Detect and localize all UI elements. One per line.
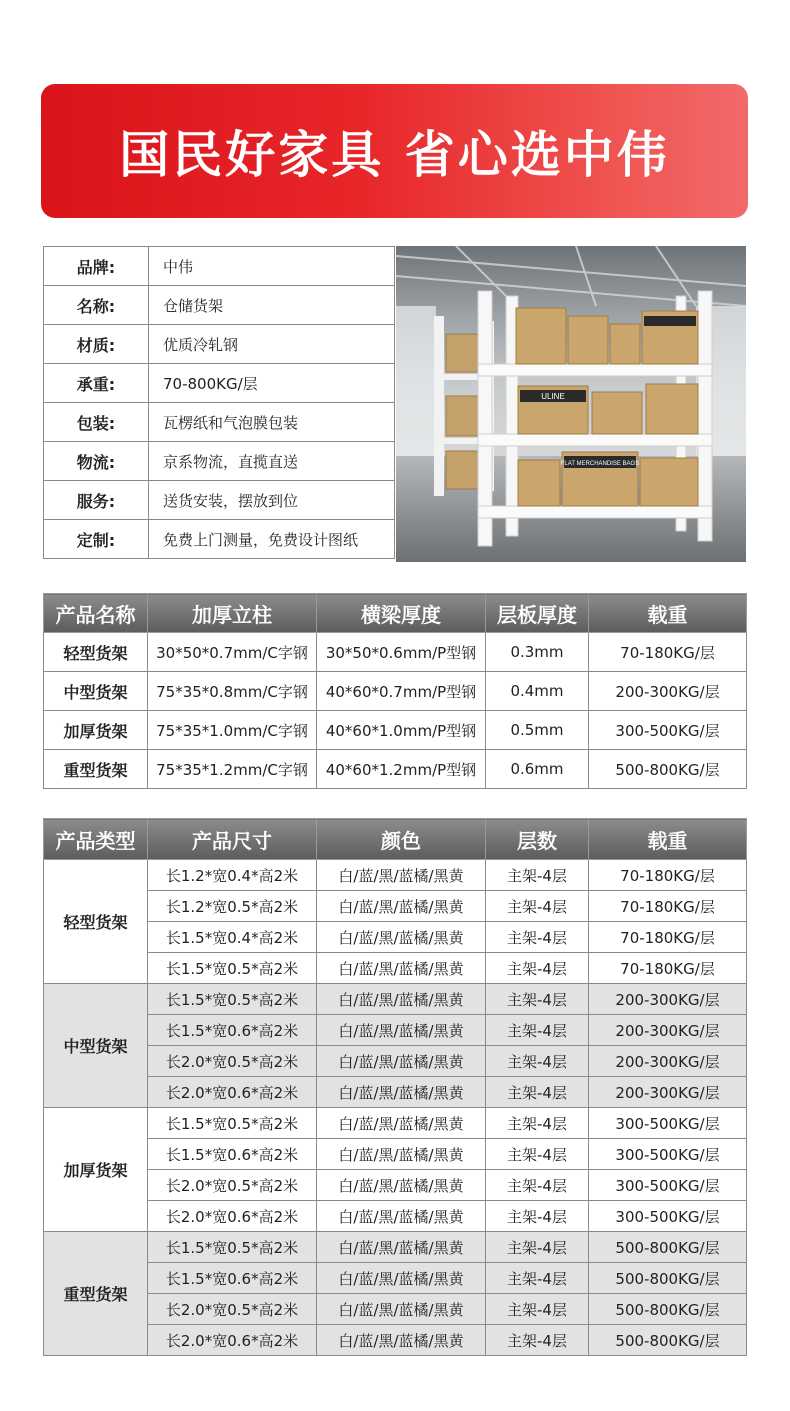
header-cell: 产品名称 <box>44 594 148 633</box>
product-size: 长1.2*宽0.5*高2米 <box>148 891 317 922</box>
layer-count: 主架-4层 <box>486 1325 589 1356</box>
spec-value: 中伟 <box>149 247 395 286</box>
spec-key: 承重: <box>44 364 149 403</box>
spec-key: 包装: <box>44 403 149 442</box>
product-name: 中型货架 <box>44 672 148 711</box>
color-options: 白/蓝/黑/蓝橘/黑黄 <box>317 953 486 984</box>
load-capacity: 500-800KG/层 <box>589 1232 747 1263</box>
layer-count: 主架-4层 <box>486 860 589 891</box>
header-cell: 载重 <box>589 819 747 860</box>
table-row <box>44 953 747 984</box>
color-options: 白/蓝/黑/蓝橘/黑黄 <box>317 922 486 953</box>
product-size: 长2.0*宽0.5*高2米 <box>148 1046 317 1077</box>
spec-row <box>44 403 395 442</box>
load-capacity: 500-800KG/层 <box>589 1263 747 1294</box>
product-type: 重型货架 <box>44 1232 148 1356</box>
load-capacity: 70-180KG/层 <box>589 633 747 672</box>
product-size: 长2.0*宽0.6*高2米 <box>148 1077 317 1108</box>
product-size: 长1.5*宽0.4*高2米 <box>148 922 317 953</box>
spec-value: 仓储货架 <box>149 286 395 325</box>
spec-value: 70-800KG/层 <box>149 364 395 403</box>
spec-key: 品牌: <box>44 247 149 286</box>
table-row <box>44 711 747 750</box>
color-options: 白/蓝/黑/蓝橘/黑黄 <box>317 1232 486 1263</box>
product-type: 加厚货架 <box>44 1108 148 1232</box>
layer-count: 主架-4层 <box>486 1139 589 1170</box>
header-cell: 层数 <box>486 819 589 860</box>
product-size: 长2.0*宽0.6*高2米 <box>148 1325 317 1356</box>
product-name: 重型货架 <box>44 750 148 789</box>
table-row <box>44 984 747 1015</box>
load-capacity: 300-500KG/层 <box>589 711 747 750</box>
shelf-thickness: 0.3mm <box>486 633 589 672</box>
spec-key: 材质: <box>44 325 149 364</box>
spec-row <box>44 325 395 364</box>
column-spec: 30*50*0.7mm/C字钢 <box>148 633 317 672</box>
spec-value: 送货安装，摆放到位 <box>149 481 395 520</box>
header-cell: 载重 <box>589 594 747 633</box>
color-options: 白/蓝/黑/蓝橘/黑黄 <box>317 1015 486 1046</box>
product-size: 长1.5*宽0.6*高2米 <box>148 1015 317 1046</box>
table-row <box>44 750 747 789</box>
comparison-header-row <box>44 594 747 633</box>
table-row <box>44 1139 747 1170</box>
beam-spec: 40*60*1.0mm/P型钢 <box>317 711 486 750</box>
spec-row <box>44 442 395 481</box>
load-capacity: 70-180KG/层 <box>589 860 747 891</box>
box-label-2: FLAT MERCHANDISE BAGS <box>560 461 640 467</box>
table-row <box>44 672 747 711</box>
banner-title: 国民好家具 省心选中伟 <box>119 126 670 184</box>
product-name: 轻型货架 <box>44 633 148 672</box>
column-spec: 75*35*1.2mm/C字钢 <box>148 750 317 789</box>
table-row <box>44 1015 747 1046</box>
load-capacity: 200-300KG/层 <box>589 1077 747 1108</box>
product-size: 长1.5*宽0.5*高2米 <box>148 953 317 984</box>
table-row <box>44 922 747 953</box>
table-row <box>44 1325 747 1356</box>
spec-row <box>44 520 395 559</box>
layer-count: 主架-4层 <box>486 922 589 953</box>
shelf-thickness: 0.5mm <box>486 711 589 750</box>
spec-key: 服务: <box>44 481 149 520</box>
spec-value: 京系物流，直揽直送 <box>149 442 395 481</box>
spec-row <box>44 364 395 403</box>
color-options: 白/蓝/黑/蓝橘/黑黄 <box>317 1294 486 1325</box>
spec-key: 物流: <box>44 442 149 481</box>
header-cell: 加厚立柱 <box>148 594 317 633</box>
product-size: 长2.0*宽0.6*高2米 <box>148 1201 317 1232</box>
header-cell: 横梁厚度 <box>317 594 486 633</box>
product-photo <box>396 246 746 562</box>
spec-row <box>44 481 395 520</box>
table-row <box>44 1232 747 1263</box>
table-row <box>44 633 747 672</box>
load-capacity: 200-300KG/层 <box>589 672 747 711</box>
load-capacity: 500-800KG/层 <box>589 1325 747 1356</box>
table-row <box>44 1108 747 1139</box>
beam-spec: 40*60*1.2mm/P型钢 <box>317 750 486 789</box>
header-cell: 层板厚度 <box>486 594 589 633</box>
color-options: 白/蓝/黑/蓝橘/黑黄 <box>317 1108 486 1139</box>
layer-count: 主架-4层 <box>486 1263 589 1294</box>
load-capacity: 70-180KG/层 <box>589 891 747 922</box>
product-size: 长1.5*宽0.5*高2米 <box>148 1232 317 1263</box>
color-options: 白/蓝/黑/蓝橘/黑黄 <box>317 1139 486 1170</box>
column-spec: 75*35*1.0mm/C字钢 <box>148 711 317 750</box>
table-row <box>44 1170 747 1201</box>
spec-key: 定制: <box>44 520 149 559</box>
load-capacity: 500-800KG/层 <box>589 1294 747 1325</box>
layer-count: 主架-4层 <box>486 953 589 984</box>
table-row <box>44 891 747 922</box>
layer-count: 主架-4层 <box>486 1077 589 1108</box>
load-capacity: 200-300KG/层 <box>589 1046 747 1077</box>
header-cell: 产品尺寸 <box>148 819 317 860</box>
color-options: 白/蓝/黑/蓝橘/黑黄 <box>317 984 486 1015</box>
header-cell: 产品类型 <box>44 819 148 860</box>
comparison-table <box>43 593 747 789</box>
load-capacity: 70-180KG/层 <box>589 953 747 984</box>
product-type: 中型货架 <box>44 984 148 1108</box>
product-size: 长1.5*宽0.6*高2米 <box>148 1139 317 1170</box>
layer-count: 主架-4层 <box>486 1046 589 1077</box>
product-size: 长1.5*宽0.5*高2米 <box>148 1108 317 1139</box>
product-size: 长1.5*宽0.5*高2米 <box>148 984 317 1015</box>
product-size: 长1.5*宽0.6*高2米 <box>148 1263 317 1294</box>
table-row <box>44 860 747 891</box>
layer-count: 主架-4层 <box>486 1201 589 1232</box>
load-capacity: 500-800KG/层 <box>589 750 747 789</box>
spec-row <box>44 286 395 325</box>
shelf-thickness: 0.6mm <box>486 750 589 789</box>
spec-key: 名称: <box>44 286 149 325</box>
load-capacity: 300-500KG/层 <box>589 1139 747 1170</box>
beam-spec: 40*60*0.7mm/P型钢 <box>317 672 486 711</box>
layer-count: 主架-4层 <box>486 1170 589 1201</box>
header-cell: 颜色 <box>317 819 486 860</box>
spec-value: 瓦楞纸和气泡膜包装 <box>149 403 395 442</box>
shelf-thickness: 0.4mm <box>486 672 589 711</box>
table-row <box>44 1263 747 1294</box>
color-options: 白/蓝/黑/蓝橘/黑黄 <box>317 1201 486 1232</box>
load-capacity: 300-500KG/层 <box>589 1108 747 1139</box>
box-label-1: ULINE <box>541 392 565 401</box>
column-spec: 75*35*0.8mm/C字钢 <box>148 672 317 711</box>
color-options: 白/蓝/黑/蓝橘/黑黄 <box>317 1170 486 1201</box>
layer-count: 主架-4层 <box>486 1294 589 1325</box>
spec-value: 免费上门测量，免费设计图纸 <box>149 520 395 559</box>
layer-count: 主架-4层 <box>486 891 589 922</box>
table-row <box>44 1294 747 1325</box>
load-capacity: 70-180KG/层 <box>589 922 747 953</box>
spec-value: 优质冷轧钢 <box>149 325 395 364</box>
product-size: 长2.0*宽0.5*高2米 <box>148 1170 317 1201</box>
shelving-illustration <box>396 246 746 562</box>
load-capacity: 200-300KG/层 <box>589 984 747 1015</box>
product-size: 长1.2*宽0.4*高2米 <box>148 860 317 891</box>
layer-count: 主架-4层 <box>486 984 589 1015</box>
color-options: 白/蓝/黑/蓝橘/黑黄 <box>317 1325 486 1356</box>
spec-table <box>43 246 395 559</box>
table-row <box>44 1046 747 1077</box>
product-size: 长2.0*宽0.5*高2米 <box>148 1294 317 1325</box>
color-options: 白/蓝/黑/蓝橘/黑黄 <box>317 860 486 891</box>
product-type: 轻型货架 <box>44 860 148 984</box>
color-options: 白/蓝/黑/蓝橘/黑黄 <box>317 1263 486 1294</box>
load-capacity: 200-300KG/层 <box>589 1015 747 1046</box>
title-banner <box>41 84 748 218</box>
table-row <box>44 1201 747 1232</box>
load-capacity: 300-500KG/层 <box>589 1201 747 1232</box>
table-row <box>44 1077 747 1108</box>
size-header-row <box>44 819 747 860</box>
layer-count: 主架-4层 <box>486 1108 589 1139</box>
spec-row <box>44 247 395 286</box>
product-name: 加厚货架 <box>44 711 148 750</box>
color-options: 白/蓝/黑/蓝橘/黑黄 <box>317 1077 486 1108</box>
beam-spec: 30*50*0.6mm/P型钢 <box>317 633 486 672</box>
color-options: 白/蓝/黑/蓝橘/黑黄 <box>317 891 486 922</box>
size-table <box>43 818 747 1356</box>
color-options: 白/蓝/黑/蓝橘/黑黄 <box>317 1046 486 1077</box>
size-table-body <box>44 860 747 1356</box>
load-capacity: 300-500KG/层 <box>589 1170 747 1201</box>
layer-count: 主架-4层 <box>486 1232 589 1263</box>
layer-count: 主架-4层 <box>486 1015 589 1046</box>
